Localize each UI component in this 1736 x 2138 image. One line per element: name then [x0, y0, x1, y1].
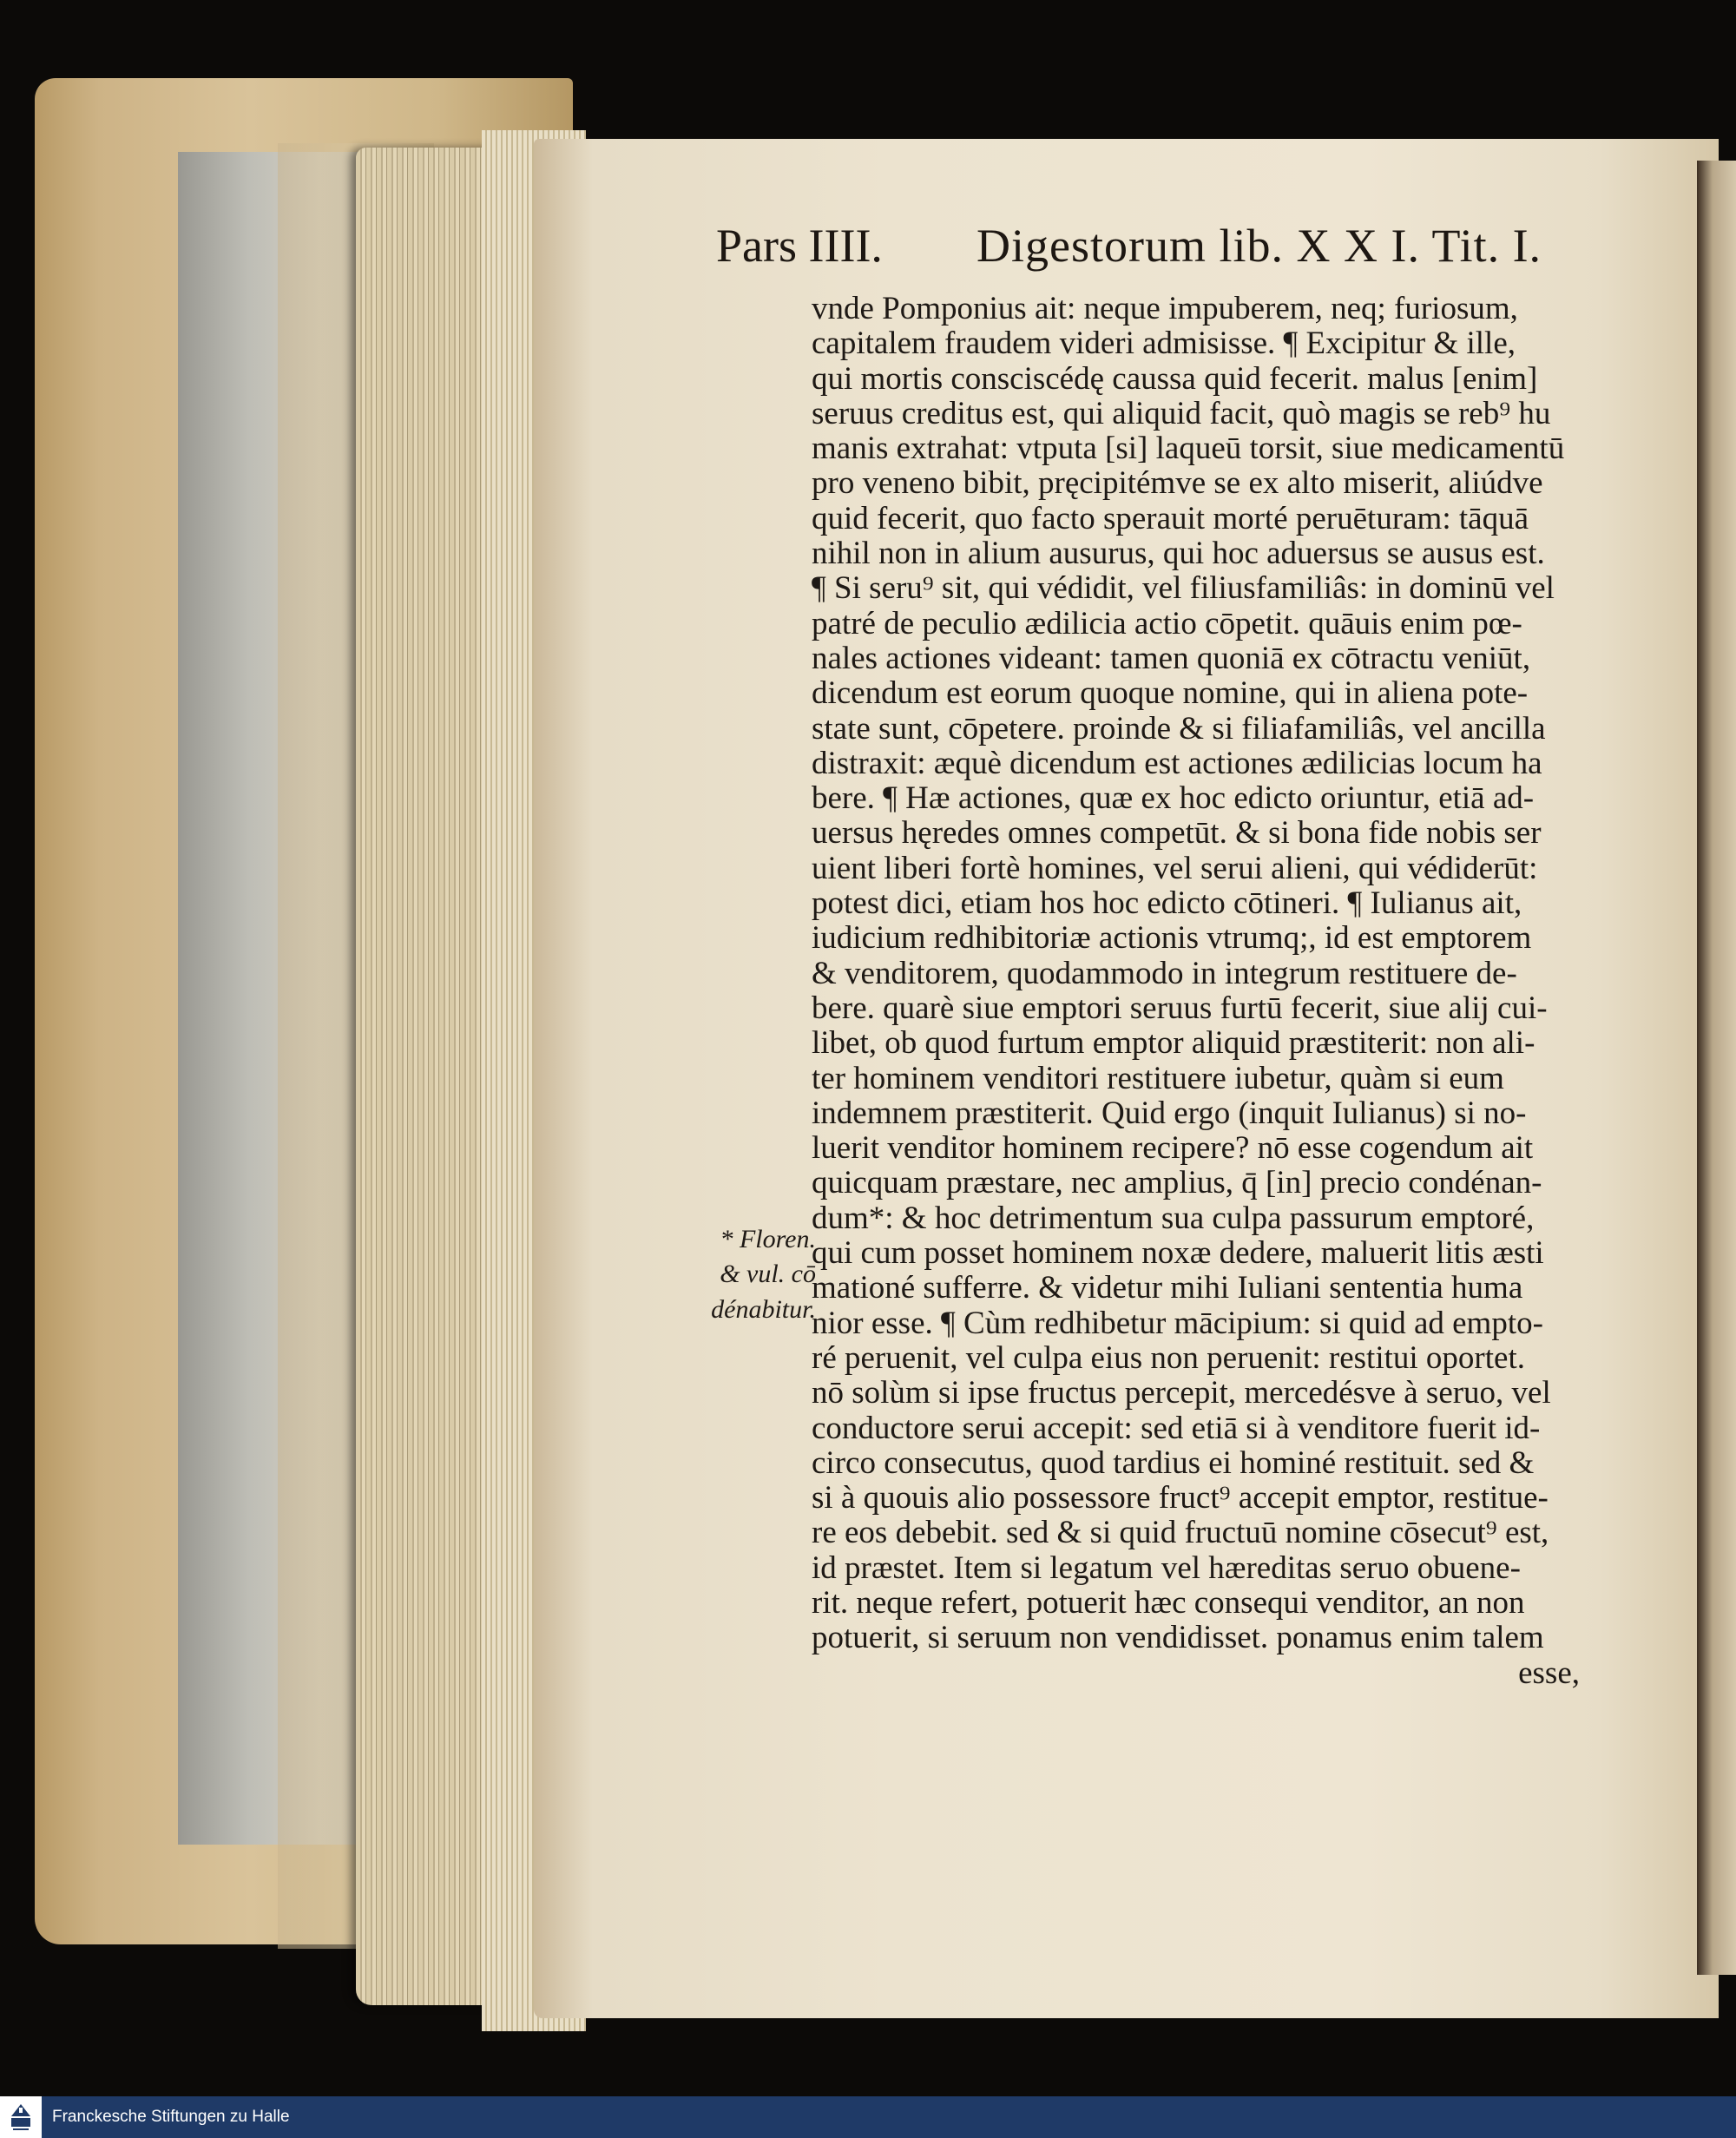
text-line: dicendum est eorum quoque nomine, qui in aliena pote- [812, 675, 1529, 712]
institution-name[interactable]: Franckesche Stiftungen zu Halle [52, 2108, 290, 2126]
text-line: potuerit, si seruum non vendidisset. ponamus enim talem [812, 1620, 1544, 1656]
text-line: patré de peculio ædilicia actio cōpetit. quāuis enim pœ- [812, 605, 1522, 641]
text-line: indemnem præstiterit. Quid ergo (inquit Iulianus) si no- [812, 1095, 1527, 1131]
text-line: qui mortis consciscédę caussa quid fecerit. malus [enim] [812, 360, 1538, 397]
text-line: conductore serui accepit: sed etiā si à venditore fuerit id- [812, 1410, 1541, 1446]
text-line: state sunt, cōpetere. proinde & si filiafamiliâs, vel ancilla [812, 710, 1546, 747]
text-line: uient liberi fortè homines, vel serui alieni, qui védiderūt: [812, 850, 1538, 886]
text-line: circo consecutus, quod tardius ei hominé restituit. sed & [812, 1444, 1535, 1481]
text-line: bere. ¶ Hæ actiones, quæ ex hoc edicto oriuntur, etiā ad- [812, 780, 1535, 817]
text-line: mationé sufferre. & videtur mihi Iuliani sententia huma [812, 1270, 1523, 1306]
text-line: seruus creditus est, qui aliquid facit, quò magis se reb⁹ hu [812, 395, 1551, 431]
text-line: rit. neque refert, potuerit hæc consequi venditor, an non [812, 1584, 1525, 1621]
margin-note-line: dénabitur. [711, 1294, 816, 1324]
text-line: nihil non in alium ausurus, qui hoc aduersus se ausus est. [812, 536, 1545, 572]
text-line: libet, ob quod furtum emptor aliquid præstiterit: non ali- [812, 1025, 1535, 1062]
text-line: re eos debebit. sed & si quid fructuū nomine cōsecut⁹ est, [812, 1515, 1549, 1551]
margin-note-line: & vul. cō [720, 1260, 816, 1289]
text-line: bere. quarè siue emptori seruus furtū fecerit, siue alij cui- [812, 990, 1548, 1026]
text-line: ¶ Si seru⁹ sit, qui védidit, vel filiusfamiliâs: in dominū vel [812, 570, 1555, 607]
text-line: nior esse. ¶ Cùm redhibetur mācipium: si quid ad empto- [812, 1305, 1543, 1341]
body-text [812, 292, 1610, 1691]
text-line: nales actiones videant: tamen quoniā ex cōtractu veniūt, [812, 640, 1531, 676]
text-line: quicquam præstare, nec amplius, q̄ [in] precio condénan- [812, 1165, 1542, 1201]
text-line: qui cum posset hominem noxæ dedere, maluerit litis æsti [812, 1235, 1544, 1272]
text-line: quid fecerit, quo facto sperauit morté peruēturam: tāquā [812, 500, 1529, 536]
text-line: ter hominem venditori restituere iubetur, quàm si eum [812, 1060, 1504, 1096]
running-head-title: Digestorum lib. X X I. Tit. I. [976, 220, 1542, 272]
text-line: iudicium redhibitoriæ actionis vtrumq;, id est emptorem [812, 920, 1532, 957]
catchword: esse, [1518, 1654, 1580, 1691]
text-line: luerit venditor hominem recipere? nō esse cogendum ait [812, 1130, 1534, 1167]
text-line: potest dici, etiam hos hoc edicto cōtineri. ¶ Iulianus ait, [812, 885, 1522, 922]
institution-emblem-icon[interactable] [0, 2096, 42, 2138]
footer-bar [0, 2096, 1736, 2138]
margin-note-line: * Floren. [720, 1225, 816, 1253]
text-line: manis extrahat: vtputa [si] laqueū torsit, siue medicamentū [812, 431, 1565, 467]
margin-note [686, 1222, 816, 1327]
text-line: ré peruenit, vel culpa eius non peruenit: restitui oportet. [812, 1339, 1525, 1376]
text-line: & venditorem, quodammodo in integrum restituere de- [812, 955, 1517, 991]
text-line: dum*: & hoc detrimentum sua culpa passurum emptoré, [812, 1200, 1535, 1236]
running-head-part: Pars IIII. [716, 220, 883, 272]
text-line: nō solùm si ipse fructus percepit, mercedésve à seruo, vel [812, 1375, 1551, 1411]
text-line: distraxit: æquè dicendum est actiones ædilicias locum ha [812, 745, 1542, 781]
facing-page-edge [1697, 161, 1736, 1975]
text-line: capitalem fraudem videri admisisse. ¶ Excipitur & ille, [812, 326, 1516, 362]
text-line: vnde Pomponius ait: neque impuberem, neq; furiosum, [812, 291, 1518, 326]
text-line: pro veneno bibit, pręcipitémve se ex alto miserit, aliúdve [812, 465, 1543, 502]
text-line: id præstet. Item si legatum vel hæreditas seruo obuene- [812, 1549, 1521, 1586]
text-line: si à quouis alio possessore fruct⁹ accepit emptor, restitue- [812, 1480, 1549, 1516]
text-line: uersus hęredes omnes competūt. & si bona fide nobis ser [812, 815, 1542, 852]
